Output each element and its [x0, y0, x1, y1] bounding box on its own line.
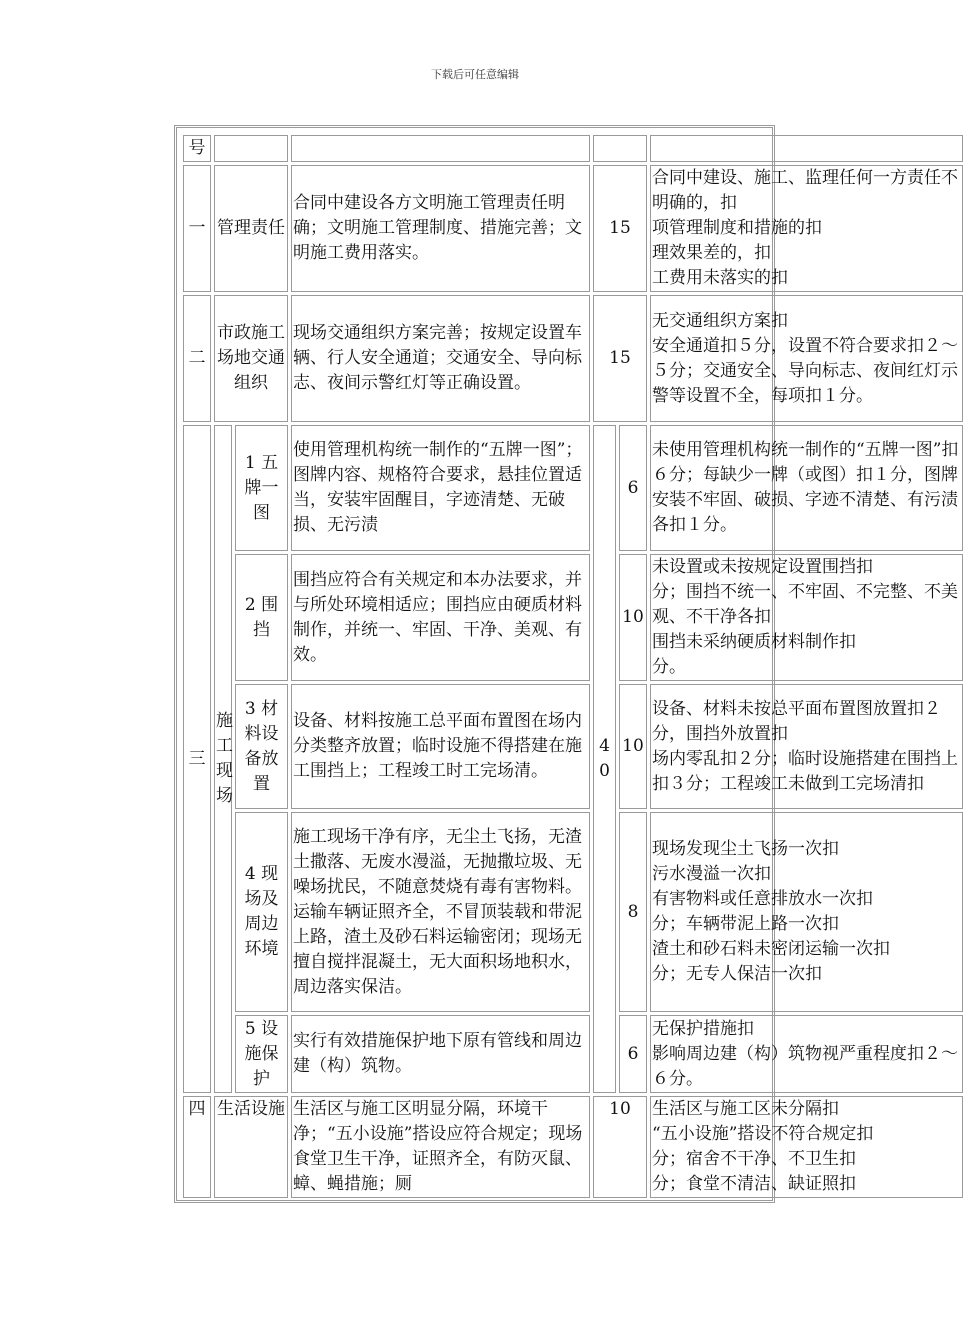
row-number: 四	[183, 1096, 211, 1198]
row-deduct	[650, 165, 963, 292]
table-head-empty	[214, 135, 288, 162]
table-row-head	[183, 135, 963, 162]
sub-score: 10	[619, 554, 647, 681]
table-head-cell: 号	[183, 135, 211, 162]
table-row	[183, 295, 963, 422]
table-row	[183, 165, 963, 292]
table-row	[183, 554, 963, 681]
deduct-line: 现场发现尘土飞扬一次扣	[652, 839, 839, 859]
deduct-line: 污水漫溢一次扣	[652, 864, 771, 884]
sub-deduct: 未使用管理机构统一制作的“五牌一图”扣６分；每缺少一牌（或图）扣１分，图牌安装不牢固、破损、字迹不清楚、有污渍各扣１分。	[650, 425, 963, 551]
sub-standard: 围挡应符合有关规定和本办法要求，并与所处环境相适应；围挡应由硬质材料制作，并统一、牢固、干净、美观、有效。	[291, 554, 590, 681]
table-head-empty	[593, 135, 647, 162]
table-row	[183, 425, 963, 551]
deduct-line: “五小设施”搭设不符合规定扣	[652, 1124, 874, 1144]
row-number: 一	[183, 165, 211, 292]
deduct-line: 分；无专人保洁一次扣	[652, 964, 822, 984]
row-standard: 现场交通组织方案完善；按规定设置车辆、行人安全通道；交通安全、导向标志、夜间示警红灯等正确设置。	[291, 295, 590, 422]
group-total: 40	[593, 425, 616, 1093]
sub-deduct	[650, 684, 963, 809]
sub-standard: 使用管理机构统一制作的“五牌一图”；图牌内容、规格符合要求，悬挂位置适当，安装牢固醒目，字迹清楚、无破损、无污渍	[291, 425, 590, 551]
sub-score: 8	[619, 812, 647, 1012]
row-deduct	[650, 1096, 963, 1198]
deduct-line: 项管理制度和措施的扣	[652, 218, 822, 238]
sub-deduct	[650, 554, 963, 681]
sub-score: 10	[619, 684, 647, 809]
row-item: 管理责任	[214, 165, 288, 292]
deduct-line: 理效果差的，扣	[652, 243, 771, 263]
sub-standard: 设备、材料按施工总平面布置图在场内分类整齐放置；临时设施不得搭建在施工围挡上；工程竣工时工完场清。	[291, 684, 590, 809]
row-number: 二	[183, 295, 211, 422]
sub-item: 5 设施保护	[235, 1015, 288, 1093]
deduct-line: 场内零乱扣２分；临时设施搭建在围挡上扣３分；工程竣工未做到工完场清扣	[652, 748, 958, 794]
deduct-line: 分。	[652, 657, 686, 677]
row-score: 15	[593, 165, 647, 292]
sub-item: 4 现场及周边环境	[235, 812, 288, 1012]
sub-score: 6	[619, 425, 647, 551]
row-item: 生活设施	[214, 1096, 288, 1198]
deduct-line: 生活区与施工区未分隔扣	[652, 1099, 839, 1119]
deduct-line: 无交通组织方案扣	[652, 310, 788, 331]
deduct-line: 分；围挡不统一、不牢固、不完整、不美观、不干净各扣	[652, 582, 958, 627]
table-row	[183, 684, 963, 809]
deduct-line: 渣土和砂石料未密闭运输一次扣	[652, 939, 890, 959]
deduct-line: 分；宿舍不干净、不卫生扣	[652, 1149, 856, 1169]
row-group: 施工现场	[214, 425, 232, 1093]
sub-deduct	[650, 1015, 963, 1093]
deduct-line: 分；食堂不清洁、缺证照扣	[652, 1174, 856, 1194]
sub-item: 1 五牌一图	[235, 425, 288, 551]
deduct-line: 有害物料或任意排放水一次扣	[652, 889, 873, 909]
table-row	[183, 812, 963, 1012]
deduct-line: 安全通道扣５分，设置不符合要求扣２～５分；交通安全、导向标志、夜间红灯示警等设置不全，每项扣１分。	[652, 335, 958, 406]
row-standard: 合同中建设各方文明施工管理责任明确；文明施工管理制度、措施完善；文明施工费用落实。	[291, 165, 590, 292]
row-deduct	[650, 295, 963, 422]
deduct-line: 分；车辆带泥上路一次扣	[652, 914, 839, 934]
deduct-line: 影响周边建（构）筑物视严重程度扣２～６分。	[652, 1043, 958, 1089]
score-table	[180, 132, 966, 1201]
deduct-line: 合同中建设、施工、监理任何一方责任不明确的，扣	[652, 168, 958, 213]
table-head-empty	[291, 135, 590, 162]
deduct-line: 无保护措施扣	[652, 1018, 754, 1039]
score-table-frame	[174, 125, 959, 1203]
deduct-line: 工费用未落实的扣	[652, 268, 788, 288]
sub-standard: 实行有效措施保护地下原有管线和周边建（构）筑物。	[291, 1015, 590, 1093]
table-row	[183, 1096, 963, 1198]
deduct-line: 设备、材料未按总平面布置图放置扣２分，围挡外放置扣	[652, 698, 941, 744]
row-standard: 生活区与施工区明显分隔，环境干净；“五小设施”搭设应符合规定；现场食堂卫生干净，证照齐全，有防灭鼠、蟑、蝇措施；厕	[291, 1096, 590, 1198]
table-row	[183, 1015, 963, 1093]
deduct-line: 围挡未采纳硬质材料制作扣	[652, 632, 856, 652]
sub-deduct	[650, 812, 963, 1012]
sub-item: 3 材料设备放置	[235, 684, 288, 809]
header-note: 下载后可任意编辑	[431, 68, 519, 81]
row-number: 三	[183, 425, 211, 1093]
deduct-line: 未设置或未按规定设置围挡扣	[652, 557, 873, 577]
sub-standard: 施工现场干净有序，无尘土飞扬，无渣土撒落、无废水漫溢，无抛撒垃圾、无噪场扰民，不随意焚烧有毒有害物料。运输车辆证照齐全，不冒顶装载和带泥上路，渣土及砂石料运输密闭；现场无擅自搅拌混凝土，无大面积场地积水，周边落实保洁。	[291, 812, 590, 1012]
row-score: 15	[593, 295, 647, 422]
sub-item: 2 围挡	[235, 554, 288, 681]
sub-score: 6	[619, 1015, 647, 1093]
row-item: 市政施工场地交通组织	[214, 295, 288, 422]
table-head-empty	[650, 135, 963, 162]
row-score: 10	[593, 1096, 647, 1198]
